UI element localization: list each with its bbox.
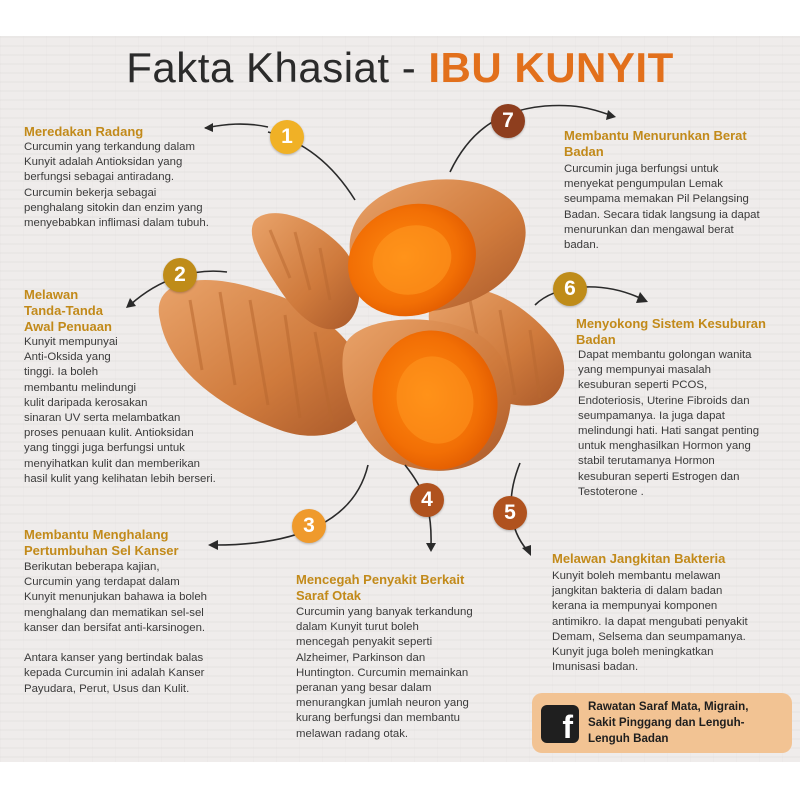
- fact-1-heading: Meredakan Radang: [24, 124, 144, 139]
- fact-badge-6: 6: [553, 272, 587, 306]
- fact-badge-5: 5: [493, 496, 527, 530]
- facebook-icon[interactable]: f: [541, 705, 579, 743]
- fact-3-heading: Membantu Menghalang Pertumbuhan Sel Kanser: [24, 527, 179, 558]
- fact-badge-3: 3: [292, 509, 326, 543]
- fact-7-heading: Membantu Menurunkan Berat Badan: [564, 128, 747, 159]
- fact-3-body: Berikutan beberapa kajian, Curcumin yang terdapat dalam Kunyit menunjukan bahawa ia boleh menghalang dan mematikan sel-sel kanser dan bersifat anti-karsinogen. Antara kanser yang bertindak balas kepada Curcumin ini adalah Kanser Payudara, Perut, Usus dan Kulit.: [24, 561, 208, 695]
- fact-badge-7: 7: [491, 104, 525, 138]
- fact-6-heading: Menyokong Sistem Kesuburan Badan: [576, 316, 766, 347]
- fact-1-body: Curcumin yang terkandung dalam Kunyit adalah Antioksidan yang berfungsi sebagai antiradang. Curcumin bekerja sebagai penghalang sitokin dan enzim yang menyebabkan inflimasi dalam tubuh.: [24, 141, 209, 230]
- page-title: [0, 44, 800, 92]
- title-main: Fakta Khasiat -: [126, 44, 429, 91]
- fact-badge-4: 4: [410, 483, 444, 517]
- fact-4-body: Curcumin yang banyak terkandung dalam Kunyit turut boleh mencegah penyakit seperti Alzheimer, Parkinson dan Huntington. Curcumin memainkan peranan yang besar dalam menurangkan jumlah neuron yang kurang berfungsi dan membantu melawan radang otak.: [296, 606, 473, 740]
- promo-text: Rawatan Saraf Mata, Migrain, Sakit Pinggang dan Lenguh- Lenguh Badan: [588, 700, 749, 745]
- fact-2-body: Kunyit mempunyai Anti-Oksida yang tinggi. Ia boleh membantu melindungi kulit daripada kerosakan sinaran UV serta melambatkan proses penuaan kulit. Antioksidan yang tinggi juga berfungsi untuk menyihatkan kulit dan memberikan hasil kulit yang kelihatan lebih berseri.: [24, 336, 216, 485]
- fact-badge-1: 1: [270, 120, 304, 154]
- fact-badge-2: 2: [163, 258, 197, 292]
- promo-box[interactable]: [532, 693, 792, 753]
- fact-5-heading: Melawan Jangkitan Bakteria: [552, 551, 726, 566]
- title-accent: IBU KUNYIT: [428, 44, 674, 91]
- fact-5-body: Kunyit boleh membantu melawan jangkitan bakteria di dalam badan kerana ia mempunyai komponen antimikro. Ia dapat mengubati penyakit Demam, Selsema dan seumpamanya. Kunyit juga boleh meningkatkan Imunisasi badan.: [552, 570, 748, 674]
- fact-4-heading: Mencegah Penyakit Berkait Saraf Otak: [296, 572, 465, 603]
- fact-2-heading: Melawan Tanda-Tanda Awal Penuaan: [24, 287, 112, 334]
- fact-6-body: Dapat membantu golongan wanita yang mempunyai masalah kesuburan seperti PCOS, Endoteriosis, Uterine Fibroids dan seumpamanya. Ia juga dapat melindungi hati. Hati sangat penting untuk menghasilkan Hormon yang stabil terutamanya Hormon kesuburan seperti Estrogen dan Testoterone .: [578, 349, 760, 498]
- fact-7-body: Curcumin juga berfungsi untuk menyekat pengumpulan Lemak seumpama memakan Pil Pelangsing Badan. Secara tidak langsung ia dapat menurunkan dan mengawal berat badan.: [564, 163, 760, 252]
